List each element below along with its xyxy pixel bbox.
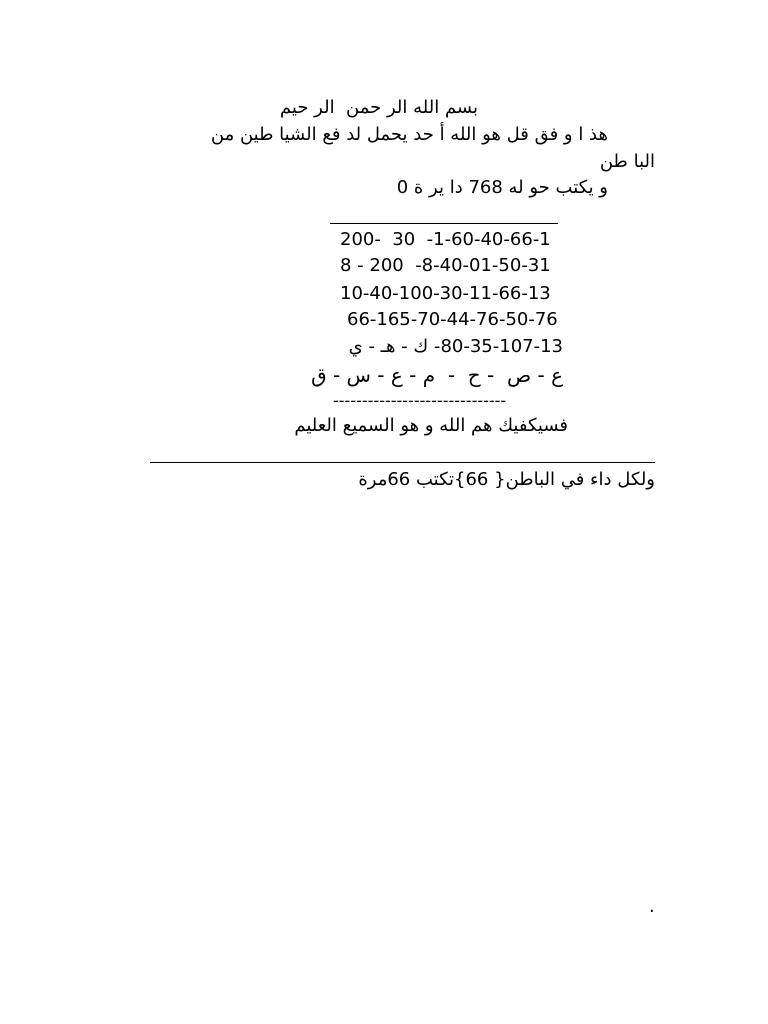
numbers-line-5: 80-35-107-13- ك - هـ - ي — [348, 336, 563, 357]
numbers-line-1: 200- 30 -1-60-40-66-1 — [340, 229, 551, 250]
numbers-line-2: 8 - 200 -8-40-01-50-31 — [340, 255, 551, 276]
numbers-line-3: 10-40-100-30-11-66-13 — [340, 283, 551, 304]
write-instruction-line: و يكتب حو له 768 دا ير ة 0 — [396, 177, 608, 198]
dashed-separator: ------------------------------ — [333, 391, 507, 410]
top-separator-rule — [330, 223, 558, 224]
trailing-dot: . — [649, 896, 655, 917]
long-separator-rule — [150, 462, 655, 463]
closing-line: ولكل داء في الباطن{ 66}تكتب 66مرة — [358, 469, 655, 490]
verse-line: فسيكفيك هم الله و هو السميع العليم — [294, 415, 568, 436]
numbers-line-4: 66-165-70-44-76-50-76 — [347, 309, 558, 330]
letters-line: ع - ص - ح - م - ع - س - ق — [311, 363, 563, 387]
basmala-line: بسم الله الر حمن الر حيم — [279, 97, 478, 118]
intro-line-1: هذ ا و فق قل هو الله أ حد يحمل لد فع الشيا طين من — [210, 124, 608, 145]
intro-line-2: البا طن — [599, 151, 655, 172]
